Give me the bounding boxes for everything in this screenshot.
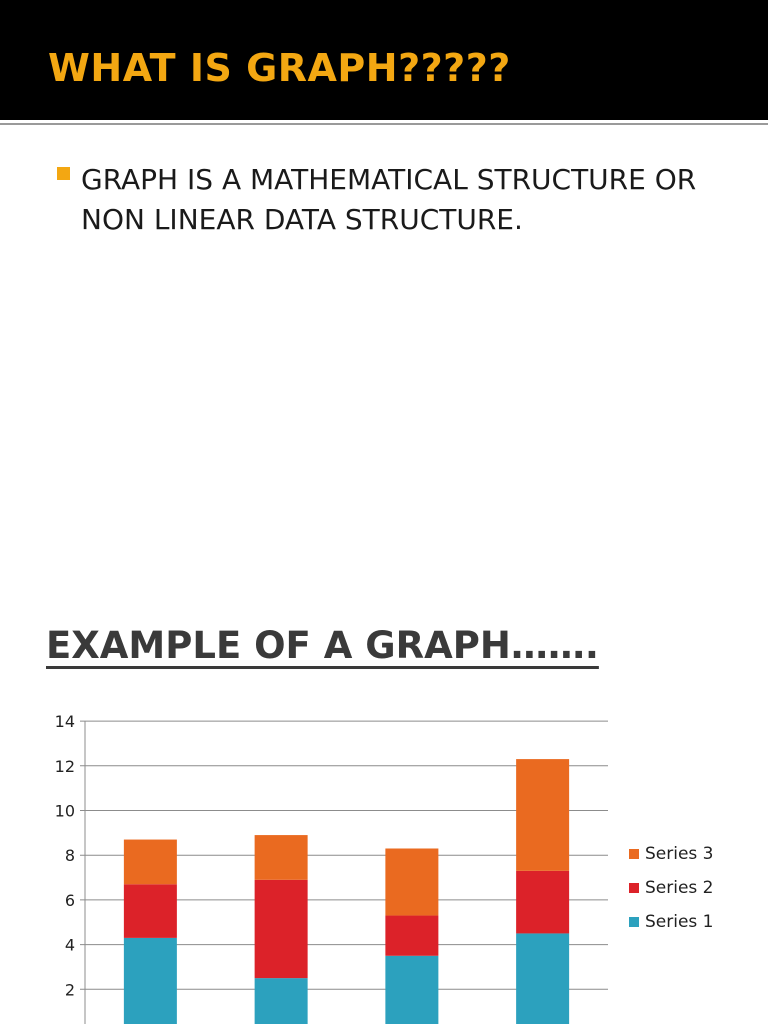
- legend-swatch: [629, 883, 639, 893]
- bar-segment-series-2: [124, 884, 177, 938]
- bullet-text: GRAPH IS A MATHEMATICAL STRUCTURE OR NON LINEAR DATA STRUCTURE.: [81, 163, 697, 236]
- y-tick-label: 2: [64, 980, 75, 1000]
- bar-segment-series-2: [385, 916, 438, 956]
- y-tick-label: 6: [64, 890, 75, 910]
- bar-segment-series-3: [516, 759, 569, 871]
- bar-segment-series-3: [385, 848, 438, 915]
- bar-segment-series-1: [124, 938, 177, 1024]
- bar-segment-series-1: [255, 978, 308, 1024]
- y-tick-label: 12: [54, 756, 75, 776]
- legend-label: Series 1: [645, 912, 714, 932]
- y-tick-label: 8: [64, 846, 75, 866]
- bar-segment-series-2: [255, 880, 308, 978]
- bar-segment-series-1: [516, 933, 569, 1024]
- stacked-bar-chart: [0, 700, 768, 1024]
- legend-label: Series 2: [645, 878, 714, 898]
- bar-segment-series-3: [255, 835, 308, 880]
- y-tick-label: 4: [64, 935, 75, 955]
- y-tick-label: 10: [54, 801, 75, 821]
- bullet-square-icon: [57, 167, 70, 180]
- legend-swatch: [629, 917, 639, 927]
- example-heading: EXAMPLE OF A GRAPH…….: [46, 624, 599, 667]
- bar-segment-series-2: [516, 871, 569, 934]
- bar-segment-series-1: [385, 956, 438, 1024]
- slide-title: WHAT IS GRAPH?????: [48, 46, 511, 90]
- title-divider: [0, 123, 768, 125]
- y-tick-label: 14: [54, 712, 75, 732]
- legend-label: Series 3: [645, 844, 714, 864]
- legend-swatch: [629, 849, 639, 859]
- bar-segment-series-3: [124, 840, 177, 885]
- title-bar: [0, 0, 768, 120]
